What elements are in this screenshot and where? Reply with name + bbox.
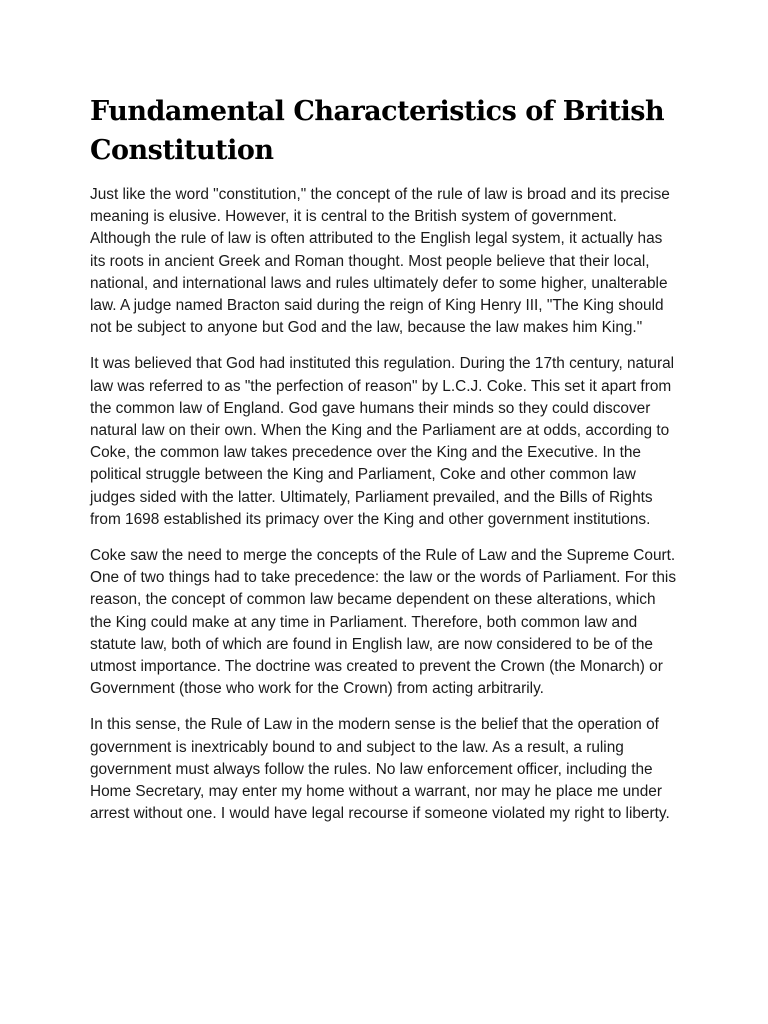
paragraph-modern-rule-of-law: In this sense, the Rule of Law in the modern sense is the belief that the operation of government is inextricably bound to and subject to the law. As a result, a ruling government must always follow the rules. No law enforcement officer, including the Home Secretary, may enter my home without a warrant, nor may he place me under arrest without one. I would have legal recourse if someone violated my right to liberty. bbox=[90, 716, 670, 823]
document-body bbox=[90, 92, 680, 839]
paragraph-rule-of-law-intro: Just like the word "constitution," the concept of the rule of law is broad and its precise meaning is elusive. However, it is central to the British system of government. Although the rule of law is often attributed to the English legal system, it actually has its roots in ancient Greek and Roman thought. Most people believe that their local, national, and international laws and rules ultimately defer to some higher, unalterable law. A judge named Bracton said during the reign of King Henry III, "The King should not be subject to anyone but God and the law, because the law makes him King." bbox=[90, 186, 670, 337]
paragraph-common-law-statute: Coke saw the need to merge the concepts of the Rule of Law and the Supreme Court. One of two things had to take precedence: the law or the words of Parliament. For this reason, the concept of common law became dependent on these alterations, which the King could make at any time in Parliament. Therefore, both common law and statute law, both of which are found in English law, are now considered to be of the utmost importance. The doctrine was created to prevent the Crown (the Monarch) or Government (those who work for the Crown) from acting arbitrarily. bbox=[90, 547, 677, 698]
document-title: Fundamental Characteristics of British Constitution bbox=[90, 96, 665, 166]
paragraph-natural-law-coke: It was believed that God had instituted this regulation. During the 17th century, natural law was referred to as "the perfection of reason" by L.C.J. Coke. This set it apart from the common law of England. God gave humans their minds so they could discover natural law on their own. When the King and the Parliament are at odds, according to Coke, the common law takes precedence over the King and the Executive. In the political struggle between the King and Parliament, Coke and other common law judges sided with the latter. Ultimately, Parliament prevailed, and the Bills of Rights from 1698 established its primacy over the King and other government institutions. bbox=[90, 355, 675, 528]
